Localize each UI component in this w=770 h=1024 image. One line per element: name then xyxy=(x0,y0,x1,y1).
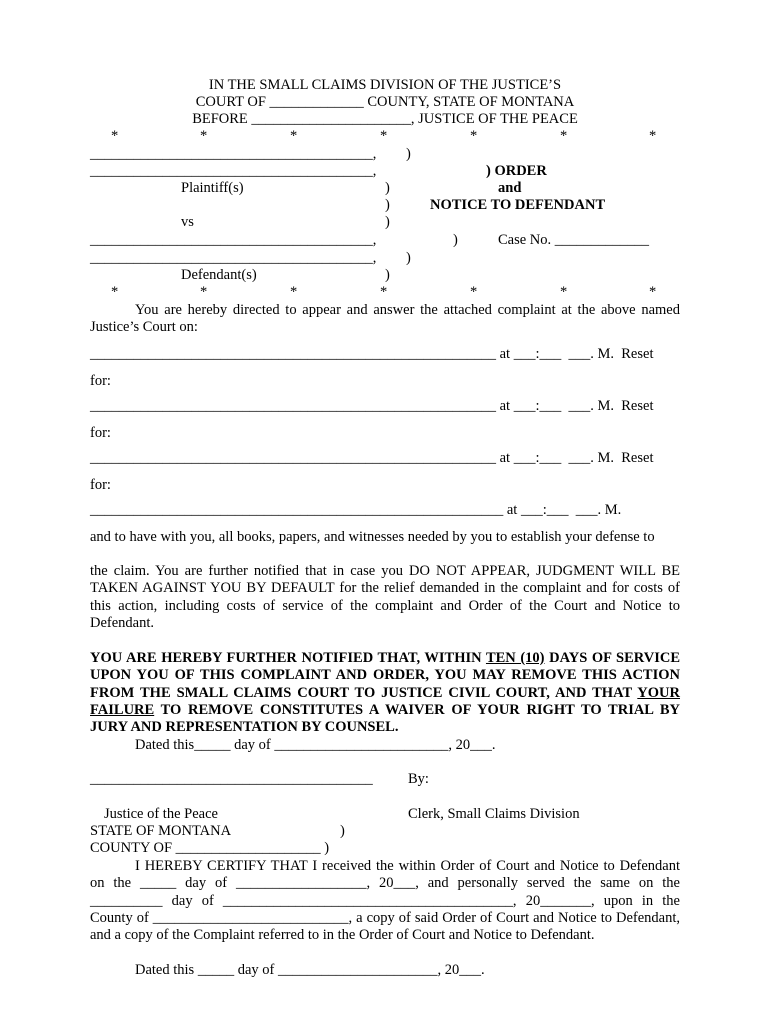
star: * xyxy=(200,128,208,144)
caption-paren: ) xyxy=(406,250,411,266)
star: * xyxy=(649,128,657,144)
default-judgment-paragraph: the claim. You are further notified that in case you DO NOT APPEAR, JUDGMENT WILL BE TAKEN AGAINST YOU BY DEFAULT for the relief demanded in the complaint and for costs of this action, including costs of service of the complaint and Order of the Court and Notice to Defendant. xyxy=(90,563,680,631)
reset-for-label: for: xyxy=(90,477,111,493)
order-dated-line: Dated this_____ day of ________________________, 20___. xyxy=(135,737,496,753)
defendant-blank-2: _______________________________________, xyxy=(90,250,377,266)
order-and: and xyxy=(498,180,522,196)
star: * xyxy=(380,284,388,300)
star: * xyxy=(290,128,298,144)
reset-date-line: ________________________________________________________ at ___:___ ___. M. Reset xyxy=(90,398,654,414)
court-heading-line2: COURT OF _____________ COUNTY, STATE OF MONTANA xyxy=(195,94,575,110)
case-number: Case No. _____________ xyxy=(498,232,650,248)
reset-date-line: ________________________________________________________ at ___:___ ___. M. Reset xyxy=(90,450,654,466)
order-title: ) ORDER xyxy=(486,163,547,179)
caption-paren: ) xyxy=(385,214,390,230)
defendant-label: Defendant(s) xyxy=(181,267,257,283)
star: * xyxy=(470,128,478,144)
by-label: By: xyxy=(408,771,429,787)
defendant-blank-1: _______________________________________, xyxy=(90,232,377,248)
defense-paragraph-start: and to have with you, all books, papers, and witnesses needed by you to establish your defense to xyxy=(90,529,655,545)
court-heading-line1: IN THE SMALL CLAIMS DIVISION OF THE JUSTICE’S xyxy=(208,77,562,93)
removal-warning-paragraph xyxy=(90,650,680,736)
cert-state: STATE OF MONTANA xyxy=(90,823,232,839)
caption-paren: ) xyxy=(406,146,411,162)
star: * xyxy=(111,128,119,144)
star: * xyxy=(649,284,657,300)
star: * xyxy=(470,284,478,300)
caption-paren: ) xyxy=(453,232,458,248)
certificate-paragraph: I HEREBY CERTIFY THAT I received the within Order of Court and Notice to Defendant on the _____ day of __________________, 20___, and personally served the same on the __________ day of ________________________________________, 20_______, upon in the County of ___________________________, a copy of said Order of Court and Notice to Defendant, and a copy of the Complaint referred to in the Order of Court and Notice to Defendant. xyxy=(90,858,680,944)
warning-text: DAYS OF SERVICE UPON YOU OF THIS COMPLAINT AND ORDER, YOU MAY REMOVE THIS ACTION FROM THE SMALL CLAIMS COURT TO JUSTICE CIVIL COURT, AND THAT xyxy=(90,650,680,701)
cert-paren: ) xyxy=(340,823,345,839)
caption-paren: ) xyxy=(385,180,390,196)
your-failure-emphasis: YOUR FAILURE xyxy=(90,684,680,718)
justice-signature-line: _______________________________________ xyxy=(90,771,373,787)
star: * xyxy=(200,284,208,300)
reset-for-label: for: xyxy=(90,373,111,389)
plaintiff-blank-1: _______________________________________, xyxy=(90,146,377,162)
notice-title: NOTICE TO DEFENDANT xyxy=(430,197,606,213)
appearance-paragraph: You are hereby directed to appear and answer the attached complaint at the above named Justice’s Court on: xyxy=(90,302,680,336)
plaintiff-blank-2: _______________________________________, xyxy=(90,163,377,179)
reset-date-line-final: _________________________________________________________ at ___:___ ___. M. xyxy=(90,502,622,518)
star: * xyxy=(560,284,568,300)
ten-days-emphasis: TEN (10) xyxy=(485,650,545,666)
cert-county: COUNTY OF ____________________ ) xyxy=(90,840,330,856)
caption-paren: ) xyxy=(385,197,390,213)
certificate-dated-line: Dated this _____ day of ______________________, 20___. xyxy=(135,962,485,978)
plaintiff-label: Plaintiff(s) xyxy=(181,180,244,196)
appearance-date-line: ________________________________________________________ at ___:___ ___. M. Reset xyxy=(90,346,654,362)
court-heading-line3: BEFORE ______________________, JUSTICE OF THE PEACE xyxy=(192,111,578,127)
star: * xyxy=(560,128,568,144)
warning-text: YOU ARE HEREBY FURTHER NOTIFIED THAT, WITHIN xyxy=(90,650,486,666)
caption-paren: ) xyxy=(385,267,390,283)
justice-label: Justice of the Peace xyxy=(104,806,218,822)
star: * xyxy=(290,284,298,300)
clerk-label: Clerk, Small Claims Division xyxy=(408,806,580,822)
vs-label: vs xyxy=(181,214,194,230)
reset-for-label: for: xyxy=(90,425,111,441)
star: * xyxy=(380,128,388,144)
star: * xyxy=(111,284,119,300)
warning-text: TO REMOVE CONSTITUTES A WAIVER OF YOUR RIGHT TO TRIAL BY JURY AND REPRESENTATION BY COUNSEL. xyxy=(90,701,680,736)
